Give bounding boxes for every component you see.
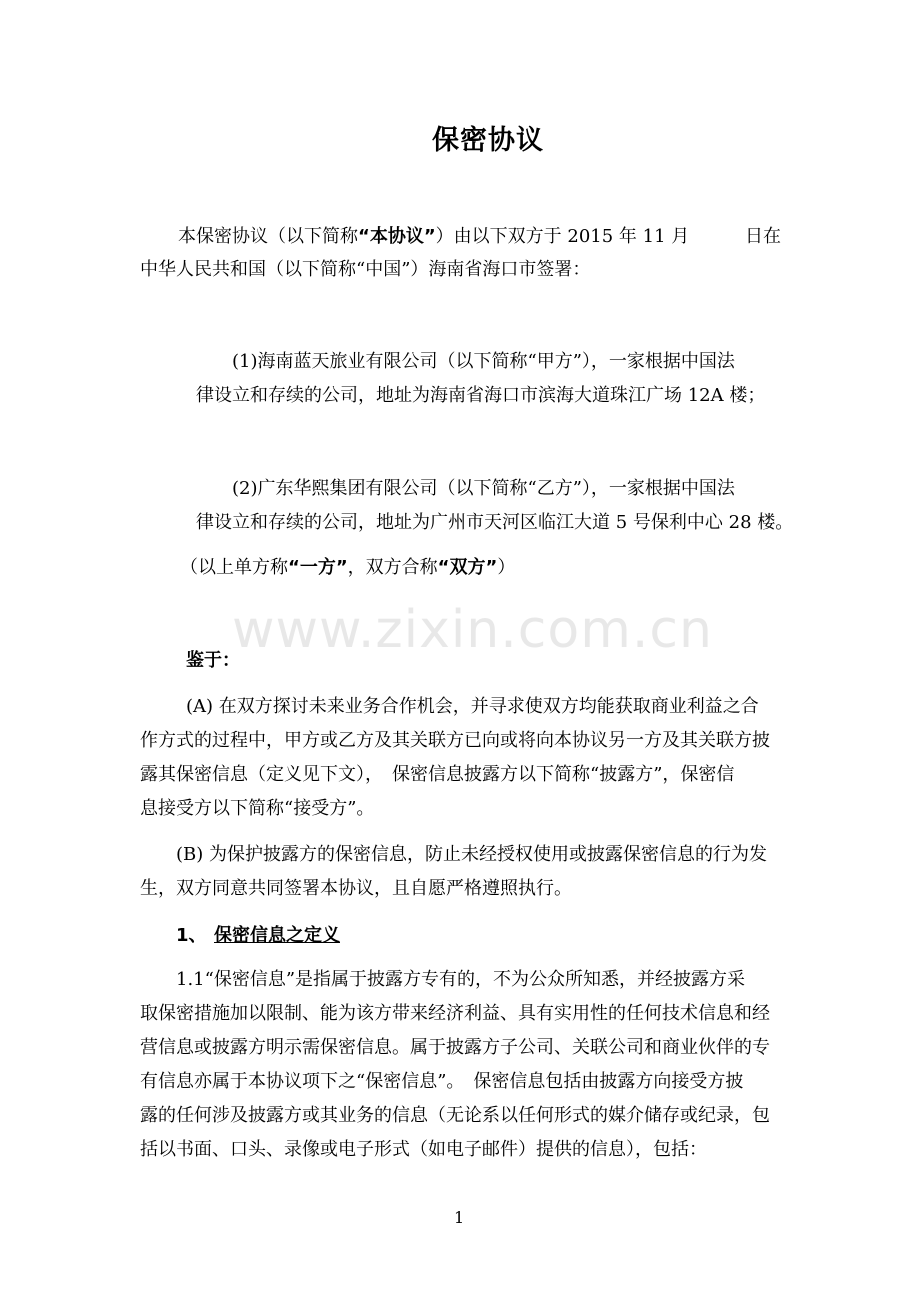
whereas-title: 鉴于： — [186, 650, 240, 671]
clause-1-1-line-2: 取保密措施加以限制、能为该方带来经济利益、具有实用性的任何技术信息和经 — [140, 1003, 770, 1024]
party2-line-1: (2)广东华熙集团有限公司（以下简称“乙方”），一家根据中国法 — [232, 478, 735, 499]
recital-a-line-3: 露其保密信息（定义见下文）， 保密信息披露方以下简称“披露方”，保密信 — [140, 764, 735, 785]
intro-line-2: 中华人民共和国（以下简称“中国”）海南省海口市签署： — [140, 259, 591, 280]
parties-note: （以上单方称“一方”，双方合称“双方”） — [180, 557, 516, 578]
recital-a-line-1: (A) 在双方探讨未来业务合作机会，并寻求使双方均能获取商业利益之合 — [186, 696, 759, 717]
clause-1-1-line-1: 1.1“保密信息”是指属于披露方专有的，不为公众所知悉，并经披露方采 — [176, 969, 746, 990]
recital-b-line-2: 生，双方同意共同签署本协议，且自愿严格遵照执行。 — [140, 878, 572, 899]
party1-line-2: 律设立和存续的公司，地址为海南省海口市滨海大道珠江广场 12A 楼； — [196, 385, 766, 406]
clause-1-1-line-3: 营信息或披露方明示需保密信息。属于披露方子公司、关联公司和商业伙伴的专 — [140, 1037, 770, 1058]
page-number: 1 — [454, 1208, 465, 1227]
intro-line-1-day: 日在 — [745, 226, 781, 247]
recital-b-line-1: (B) 为保护披露方的保密信息，防止未经授权使用或披露保密信息的行为发 — [176, 844, 767, 865]
recital-a-line-2: 作方式的过程中，甲方或乙方及其关联方已向或将向本协议另一方及其关联方披 — [140, 730, 770, 751]
clause-1-1-line-5: 露的任何涉及披露方或其业务的信息（无论系以任何形式的媒介储存或纪录，包 — [140, 1105, 770, 1126]
section-1-number: 1、 — [176, 925, 207, 946]
recital-a-line-4: 息接受方以下简称“接受方”。 — [140, 798, 375, 819]
clause-1-1-line-4: 有信息亦属于本协议项下之“保密信息”。 保密信息包括由披露方向接受方披 — [140, 1071, 744, 1092]
intro-line-1: 本保密协议（以下简称“本协议”）由以下双方于 2015 年 11 月 — [178, 226, 690, 247]
section-1-title: 保密信息之定义 — [214, 925, 340, 946]
party1-line-1: (1)海南蓝天旅业有限公司（以下简称“甲方”），一家根据中国法 — [232, 351, 735, 372]
clause-1-1-line-6: 括以书面、口头、录像或电子形式（如电子邮件）提供的信息），包括： — [140, 1139, 707, 1160]
party2-line-2: 律设立和存续的公司，地址为广州市天河区临江大道 5 号保利中心 28 楼。 — [196, 512, 794, 533]
watermark: www.zixin.com.cn — [232, 600, 713, 660]
document-title: 保密协议 — [432, 125, 544, 156]
